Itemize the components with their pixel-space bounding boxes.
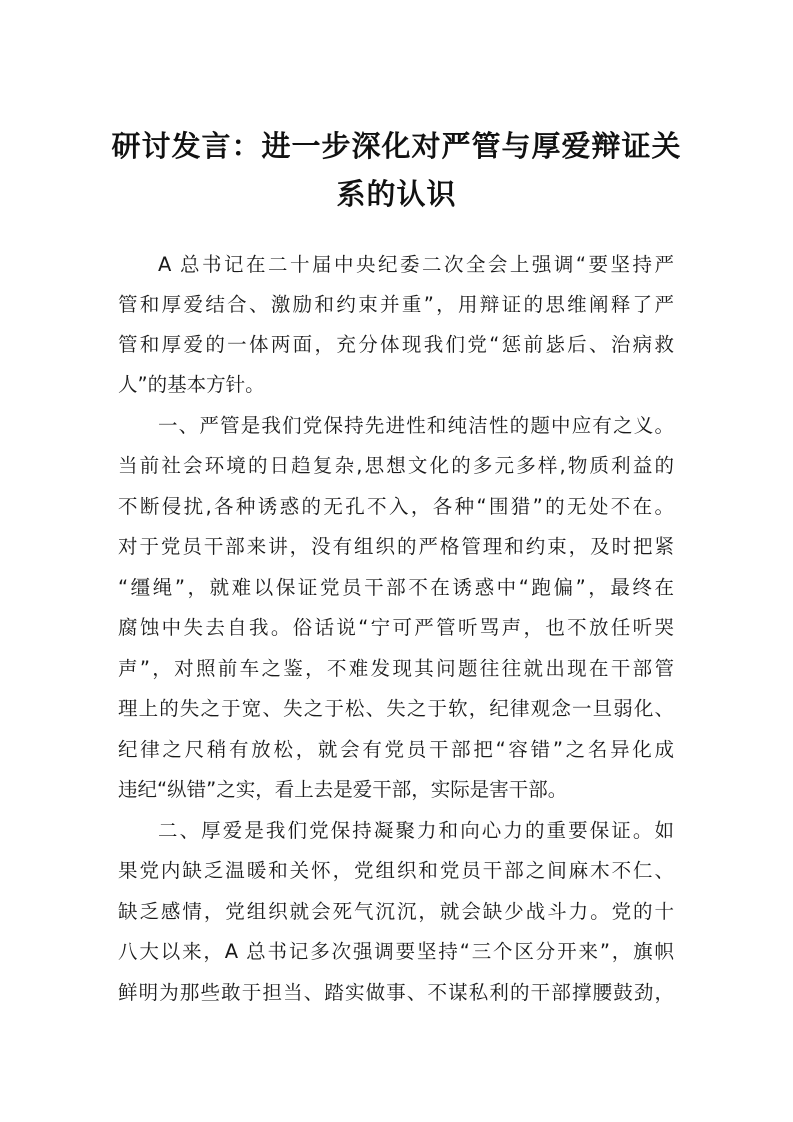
paragraph-line: 二、厚爱是我们党保持凝聚力和向心力的重要保证。如 <box>158 819 674 842</box>
paragraph-line: 违纪“纵错”之实，看上去是爱干部，实际是害干部。 <box>118 778 568 801</box>
paragraph-line: 理上的失之于宽、失之于松、失之于软，纪律观念一旦弱化、 <box>118 697 674 720</box>
paragraph-line: “缰绳”，就难以保证党员干部不在诱惑中“跑偏”，最终在 <box>118 576 674 599</box>
paragraph-line: 声”，对照前车之鉴，不难发现其问题往往就出现在干部管 <box>118 657 674 680</box>
paragraph-line: 人”的基本方针。 <box>118 373 265 396</box>
paragraph-line: 管和厚爱结合、激励和约束并重”，用辩证的思维阐释了严 <box>118 293 674 316</box>
paragraph-line: 管和厚爱的一体两面，充分体现我们党“惩前毖后、治病救 <box>118 333 674 356</box>
paragraph-line: 腐蚀中失去自我。俗话说“宁可严管听骂声，也不放任听哭 <box>118 616 674 639</box>
paragraph-line: 对于党员干部来讲，没有组织的严格管理和约束，及时把紧 <box>118 535 674 558</box>
paragraph-line: 鲜明为那些敢于担当、踏实做事、不谋私利的干部撑腰鼓劲， <box>118 981 674 1004</box>
paragraph-line: A 总书记在二十届中央纪委二次全会上强调“要坚持严 <box>158 253 674 276</box>
document-title-line-2: 系的认识 <box>336 177 457 211</box>
paragraph-line: 八大以来，A 总书记多次强调要坚持“三个区分开来”，旗帜 <box>118 940 674 963</box>
paragraph-line: 不断侵扰,各种诱惑的无孔不入，各种“围猎”的无处不在。 <box>118 495 674 518</box>
paragraph-line: 果党内缺乏温暖和关怀，党组织和党员干部之间麻木不仁、 <box>118 859 674 882</box>
paragraph-line: 纪律之尺稍有放松，就会有党员干部把“容错”之名异化成 <box>118 738 674 761</box>
paragraph-line: 当前社会环境的日趋复杂,思想文化的多元多样,物质利益的 <box>118 454 674 477</box>
document-title-line-1: 研讨发言：进一步深化对严管与厚爱辩证关 <box>111 129 682 163</box>
paragraph-line: 一、严管是我们党保持先进性和纯洁性的题中应有之义。 <box>158 414 674 437</box>
paragraph-line: 缺乏感情，党组织就会死气沉沉，就会缺少战斗力。党的十 <box>118 900 674 923</box>
